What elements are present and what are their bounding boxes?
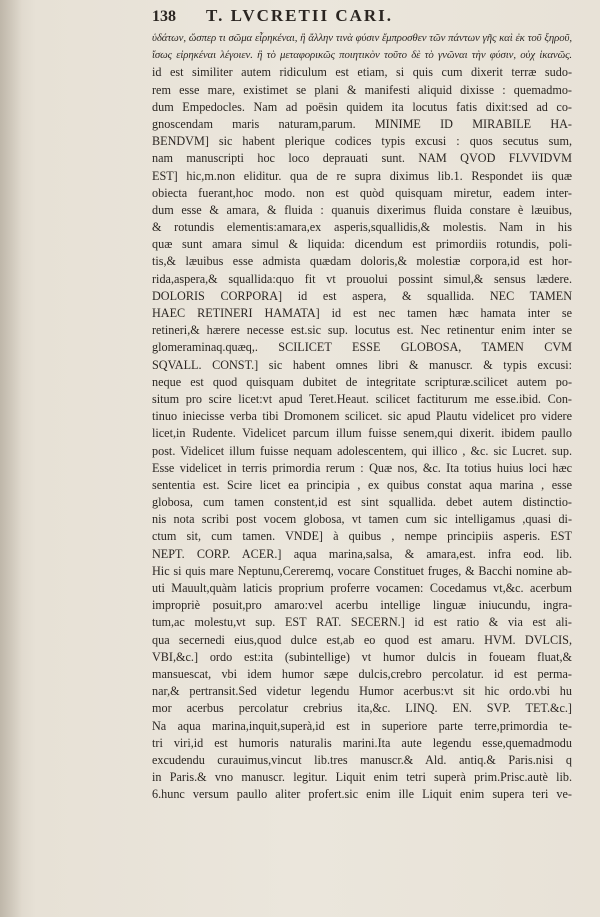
text-line: gnoscendam maris naturam,parum. MINIME ID MIRABILE HA- — [152, 116, 572, 131]
text-line: mor acerbus percolatur crebrius ita,&c. LINQ. EN. SVP. TET.&c.] — [152, 701, 572, 716]
text-line: excudendu curauimus,vincut lib.tres manuscr.& Ald. antiq.& Paris.nisi q — [152, 752, 572, 767]
running-title: T. LVCRETII CARI. — [206, 6, 394, 25]
text-line: Hic si quis mare Neptunu,Cereremq, vocare Constituet fruges, & Bacchi nomine ab- — [152, 563, 572, 578]
text-line: situm pro scire licet:vt apud Teret.Heaut. scilicet factiturum me esse.ibid. Con- — [152, 391, 572, 406]
commentary-text — [152, 30, 572, 821]
text-line: retineri,& hærere necesse est.sic sup. locutus est. Nec retinentur enim inter se — [152, 323, 572, 338]
text-line: sententia est. Scire licet ea principia , ex quibus constat aqua marina , esse — [152, 477, 572, 492]
page-number: 138 — [152, 8, 176, 25]
text-line: tinuo iniecisse verba tibi Dromonem scilicet. sic apud Plautu videlicet pro videre — [152, 409, 572, 424]
text-line: nis nota scribi post vocem globosa, vt tamen cum sic intelligamus ,quasi di- — [152, 512, 572, 527]
text-line: obiecta fuerant,hoc modo. non est quòd quisquam miretur, eadem inter- — [152, 185, 572, 200]
text-line: qua secernedi eius,quod dulce est,ab eo quod est amaru. HVM. DVLCIS, — [152, 632, 572, 647]
text-line: id est similiter autem ridiculum est etiam, si quis cum dixerit terræ sudo- — [152, 65, 572, 80]
text-line: dum Empedocles. Nam ad poësin quidem ita locutus fatis dixit:sed ad co- — [152, 99, 572, 114]
greek-quote-line: ἴσως εἰρηκέναι λέγοιεν. ἢ τὸ μεταφορικῶς ποιητικὸν τοῦτο δὲ τὸ γνῶναι τὴν φύσιν, οὐχ ἱκανῶς. — [152, 49, 572, 62]
page-header — [152, 6, 572, 30]
text-line: rida,aspera,& squallida:quo fit vt prouolui possint simul,& sensus lædere. — [152, 271, 572, 286]
text-line: DOLORIS CORPORA] id est aspera, & squallida. NEC TAMEN — [152, 288, 572, 303]
text-line: EST] hic,m.non eliditur. qua de re supra diximus lib.1. Respondet iis quæ — [152, 168, 572, 183]
text-line: globosa, cum tamen constent,id est sint squallida. debet autem distinctio- — [152, 495, 572, 510]
text-line: & rotundis elementis:amara,ex asperis,squallidis,& molestis. Nam in his — [152, 220, 572, 235]
text-line: VBI,&c.] ordo est:ita (subintellige) vt humor dulcis in foueam fluat,& — [152, 649, 572, 664]
text-line — [152, 803, 572, 820]
text-line: mansuescat, vbi idem humor sæpe dulcis,crebro percolatur. id est perma- — [152, 666, 572, 681]
text-line: glomeraminaq.quæq,. SCILICET ESSE GLOBOSA, TAMEN CVM — [152, 340, 572, 355]
text-line: SQVALL. CONST.] sic habent omnes libri & manuscr. & typis excusi: — [152, 357, 572, 372]
text-line: NEPT. CORP. ACER.] aqua marina,salsa, & amara,est. infra eod. lib. — [152, 546, 572, 561]
greek-quote-line: ὑδάτων, ὥσπερ τι σῶμα εἶρηκέναι, ἢ ἄλλην τινὰ φύσιν ἔμπροσθεν τῶν πάντων γῆς καὶ ἐκ τοῦ ξηροῦ, — [152, 32, 572, 44]
text-line: rem esse mare, existimet se plani & manifesti aliquid dixisse : quemadmo- — [152, 82, 572, 97]
text-line: BENDVM] sic habent plerique codices typis excusi : quos secutus sum, — [152, 134, 572, 149]
text-line: tis,& læuibus esse admista quædam doloris,& molestiæ corpora,id est hor- — [152, 254, 572, 269]
text-line: licet,in Rudente. Videlicet parcum illum fuisse senem,qui dixerit. ibidem paullo — [152, 426, 572, 441]
text-line: nar,& pertransit.Sed videtur legendu Humor acerbus:vt sit hic ordo.vbi hu — [152, 684, 572, 699]
text-line: post. Videlicet illum fuisse nequam adolescentem, qui illico , &c. sic Lucret. sup. — [152, 443, 572, 458]
text-line: tum,ac molestu,vt sup. EST RAT. SECERN.] id est ratio & via est ali- — [152, 615, 572, 630]
text-line: ctum sit, cum tamen. VNDE] à quibus , nempe principiis asperis. EST — [152, 529, 572, 544]
text-line: uti Mauult,quàm laticis proprium proferre vocamen: Cocedamus vt,&c. acerbum — [152, 581, 572, 595]
text-line: 6.hunc versum paullo aliter profert.sic enim ille Liquit enim supera teri ve- — [152, 787, 572, 802]
text-line: neque est quod quisquam dubitet de integritate scripturæ.scilicet autem po- — [152, 374, 572, 389]
text-line: Na aqua marina,inquit,superà,id est in superiore parte terre,primordia te- — [152, 718, 572, 733]
text-line: dum esse & amara, & fluida : quanuis dixerimus fluida constare è læuibus, — [152, 202, 572, 217]
text-line: impropriè posuit,pro amaro:vel acerbu intellige linguæ iniucundu, ingra- — [152, 598, 572, 613]
text-line: tri viri,id est humoris naturalis marini.Ita aute legendu esse,quemadmodu — [152, 735, 572, 750]
text-line: quæ sunt amara simul & liquida: dicendum est primordiis rotundis, poli- — [152, 237, 572, 252]
text-line: in Paris.& vno manuscr. legitur. Liquit enim tetri superà prim.Prisc.autè lib. — [152, 770, 572, 785]
text-line: HAEC RETINERI HAMATA] id est nec tamen hæc hamata inter se — [152, 306, 572, 320]
text-line: nam manuscripti hoc loco deprauati sunt. NAM QVOD FLVVIDVM — [152, 151, 572, 166]
text-line: Esse videlicet in terris primordia rerum : Quæ nos, &c. Ita totius huius loci hæc — [152, 460, 572, 475]
